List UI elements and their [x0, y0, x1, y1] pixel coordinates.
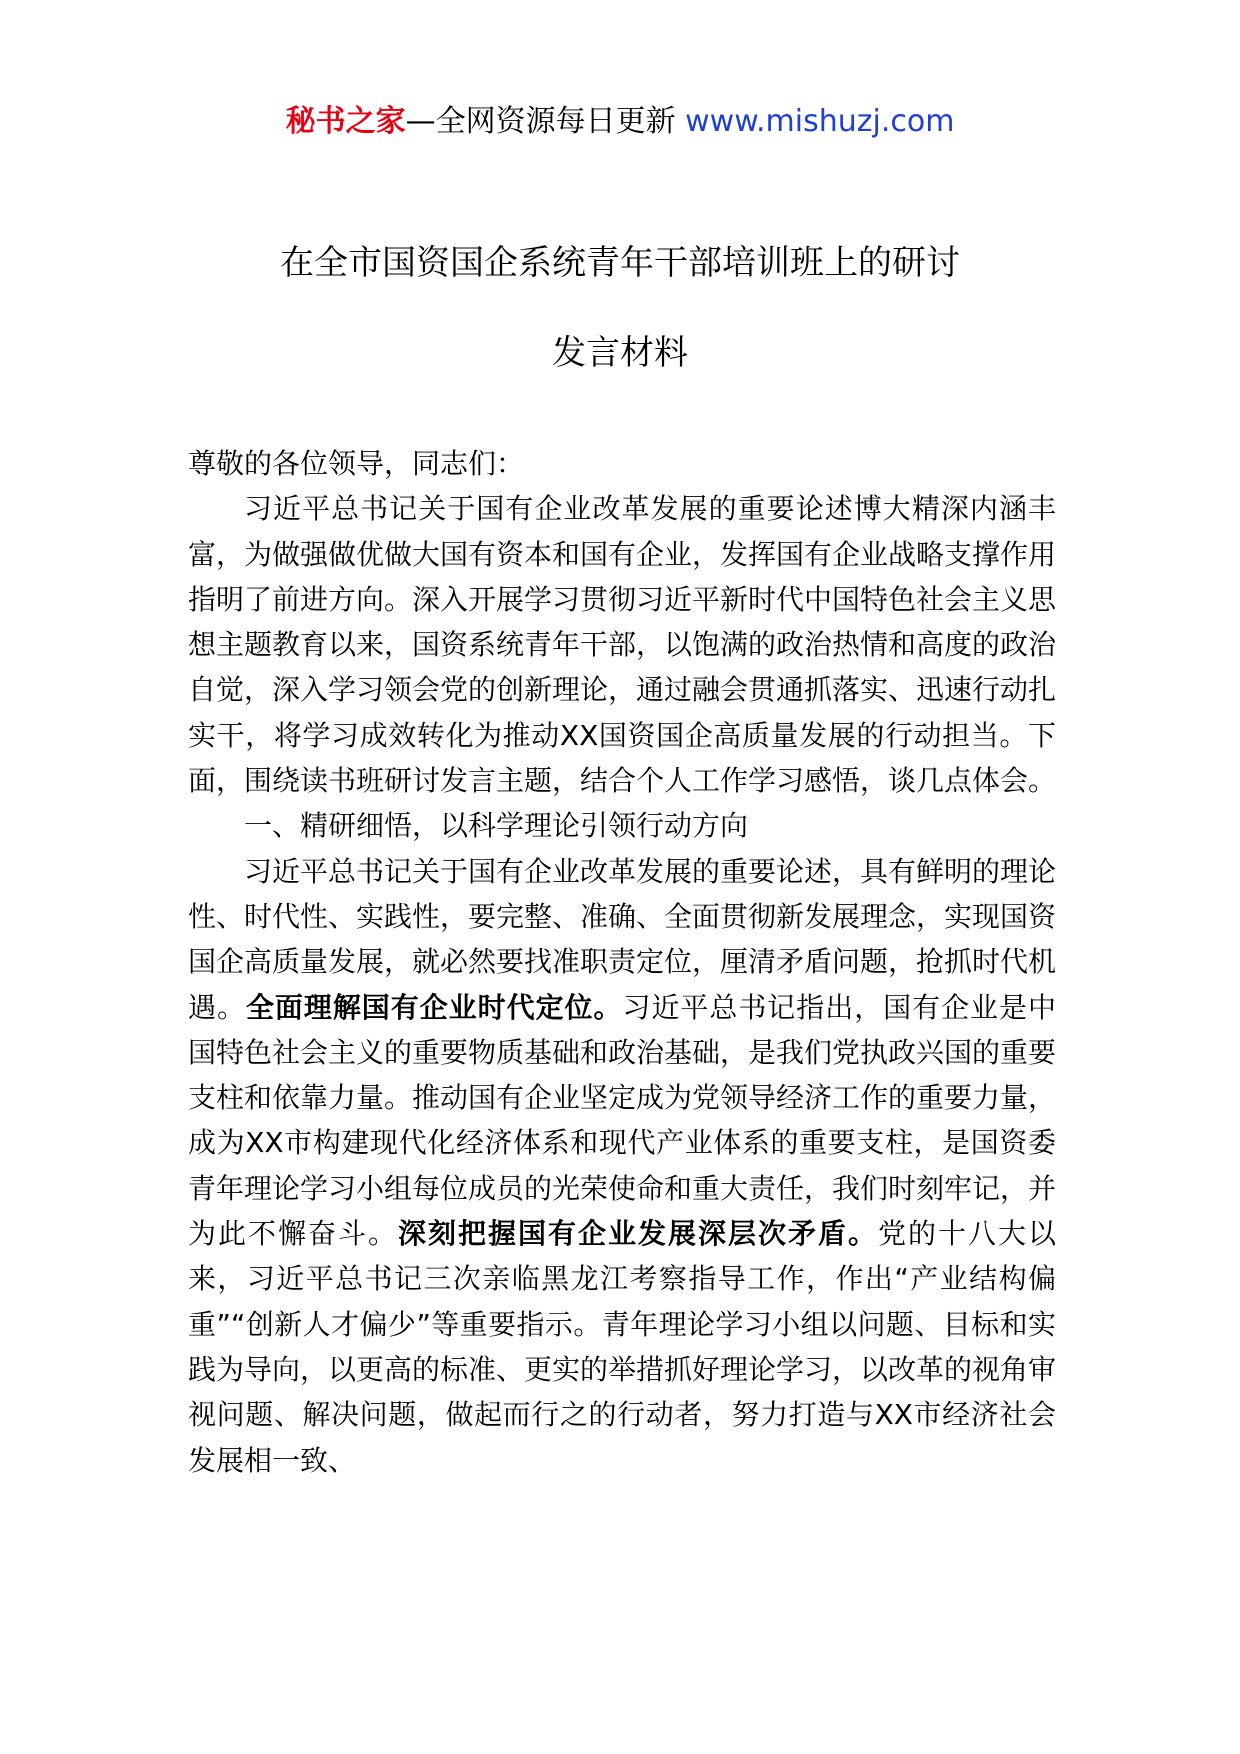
section-1-text-b: 习近平总书记指出，国有企业是中国特色社会主义的重要物质基础和政治基础，是我们党执政兴国的重要支柱和依靠力量。推动国有企业坚定成为党领导经济工作的重要力量，成为XX市构建现代化经济体系和现代产业体系的重要支柱，是国资委青年理论学习小组每位成员的光荣使命和重大责任，我们时刻牢记，并为此不懈奋斗。 [188, 990, 1057, 1251]
document-title-line-1: 在全市国资国企系统青年干部培训班上的研讨 [280, 243, 960, 283]
site-url-link[interactable]: www.mishuzj.com [685, 104, 955, 139]
greeting: 尊敬的各位领导，同志们： [188, 447, 525, 480]
section-1-text-c: 党的十八大以来，习近平总书记三次亲临黑龙江考察指导工作，作出“产业结构偏重”“创新人才偏少”等重要指示。青年理论学习小组以问题、目标和实践为导向，以更高的标准、更实的举措抓好理论学习，以改革的视角审视问题、解决问题，做起而行之的行动者，努力打造与XX市经济社会发展相一致、 [188, 1217, 1057, 1477]
section-1-paragraph [188, 849, 1056, 1483]
section-1-text-a: 习近平总书记关于国有企业改革发展的重要论述，具有鲜明的理论性、时代性、实践性，要完整、准确、全面贯彻新发展理念，实现国资国企高质量发展，就必然要找准职责定位，厘清矛盾问题，抢抓时代机遇。 [188, 854, 1057, 1024]
site-tagline: —全网资源每日更新 [405, 104, 686, 139]
document-body [188, 441, 1056, 1483]
document-title-line-2: 发言材料 [552, 333, 688, 373]
section-1-bold-point-2: 深刻把握国有企业发展深层次矛盾。 [398, 1217, 878, 1251]
intro-paragraph: 习近平总书记关于国有企业改革发展的重要论述博大精深内涵丰富，为做强做优做大国有资本和国有企业，发挥国有企业战略支撑作用指明了前进方向。深入开展学习贯彻习近平新时代中国特色社会主义思想主题教育以来，国资系统青年干部，以饱满的政治热情和高度的政治自觉，深入学习领会党的创新理论，通过融会贯通抓落实、迅速行动扎实干，将学习成效转化为推动XX国资国企高质量发展的行动担当。下面，围绕读书班研讨发言主题，结合个人工作学习感悟，谈几点体会。 [188, 492, 1057, 798]
section-1-heading: 一、精研细悟，以科学理论引领行动方向 [244, 809, 749, 843]
site-header [0, 100, 1240, 144]
brand-name: 秘书之家 [285, 104, 406, 139]
section-1-bold-point-1: 全面理解国有企业时代定位。 [245, 990, 623, 1024]
